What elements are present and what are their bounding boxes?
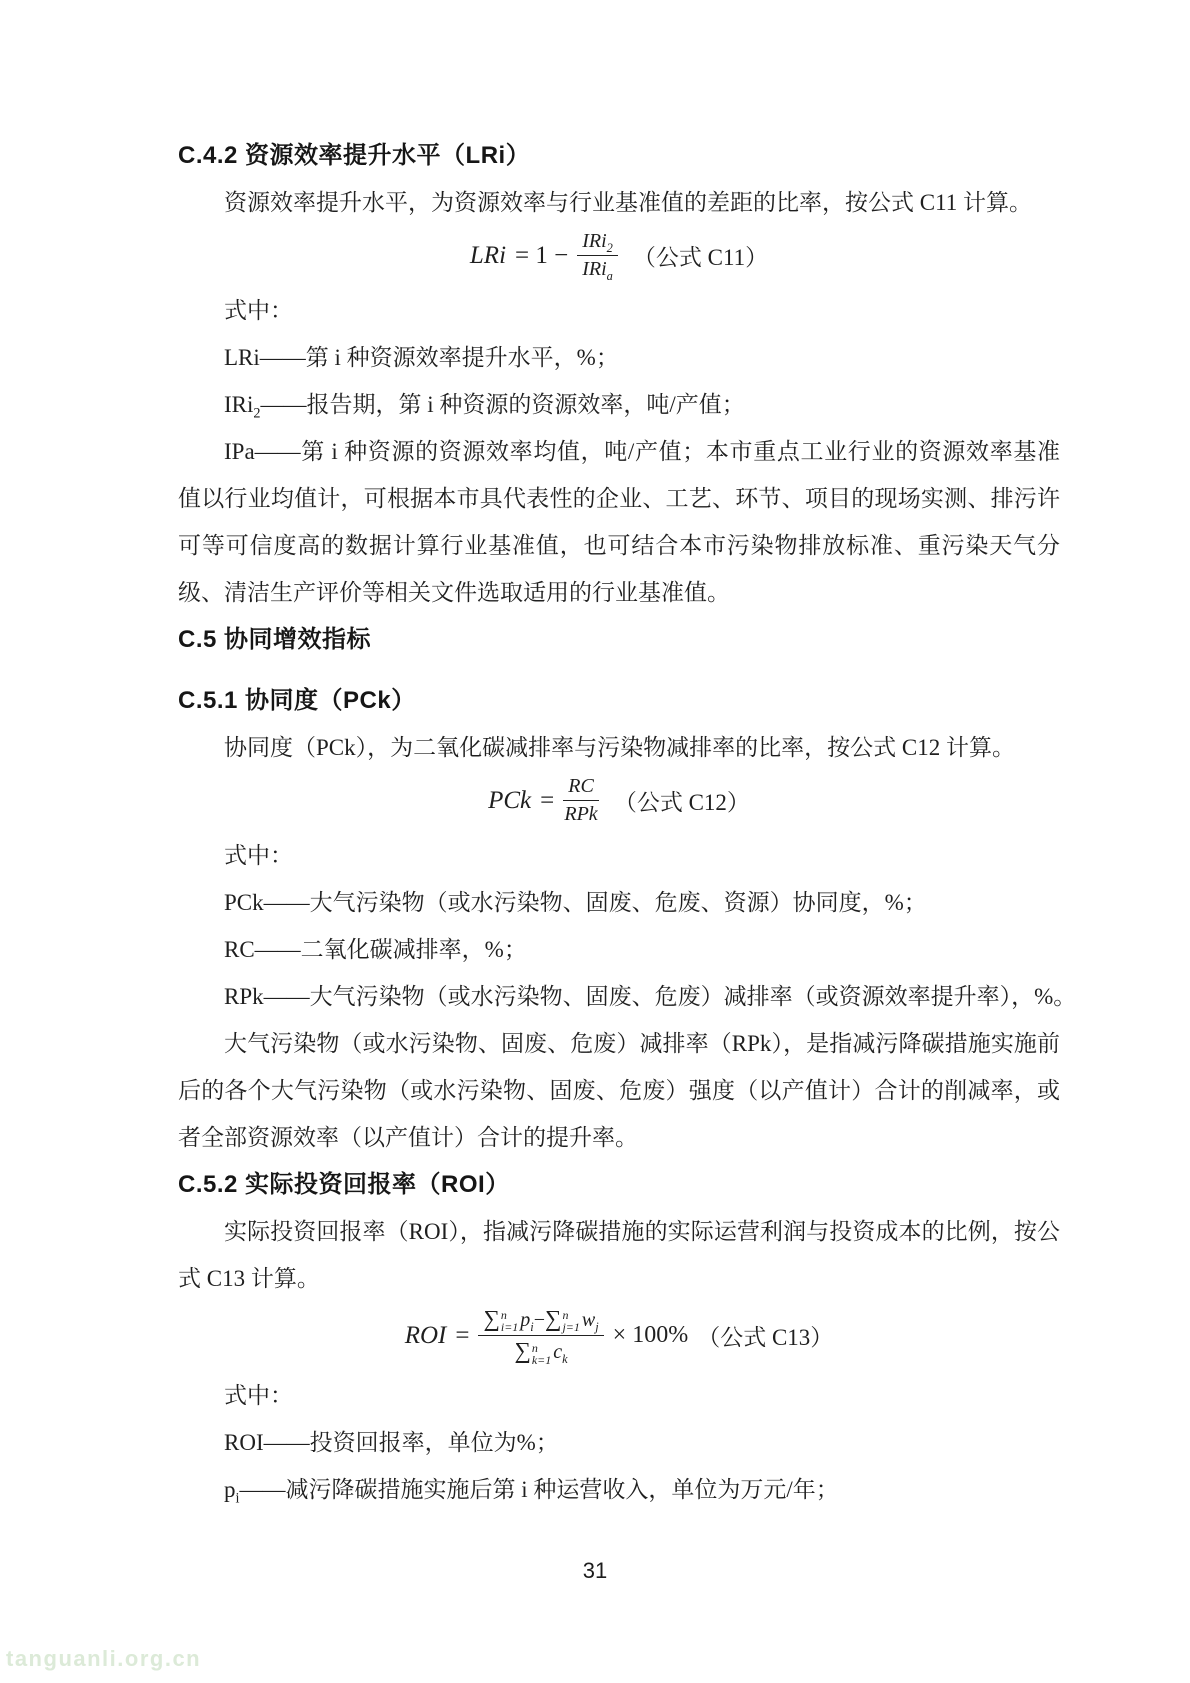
definition-ipa: IPa——第 i 种资源的资源效率均值，吨/产值；本市重点工业行业的资源效率基准值以行业均值计，可根据本市具代表性的企业、工艺、环节、项目的现场实测、排污许可等可信度高的数据计算行业基准值，也可结合本市污染物排放标准、重污染天气分级、清洁生产评价等相关文件选取适用的行业基准值。 [178,439,1060,605]
formula-c11-row [470,230,768,281]
formula-c11 [178,230,1060,281]
paragraph-c52-intro: 实际投资回报率（ROI），指减污降碳措施的实际运营利润与投资成本的比例，按公式 C13 计算。 [178,1219,1060,1291]
numerator-base: IRi [582,230,607,252]
term-subscript: j [595,1320,599,1334]
definition-symbol-subscript: i [235,1490,240,1507]
formula-c12-numerator: RC [563,775,599,801]
term-base: p [520,1309,531,1331]
definition-pi [178,1466,1060,1513]
formula-c11-fraction [577,230,618,281]
definition-text: ——减污降碳措施实施后第 i 种运营收入，单位为万元/年； [239,1476,839,1502]
sum-lower-limit: k=1 [531,1352,552,1367]
formula-c12-fraction [563,775,599,826]
term-base: c [553,1341,563,1364]
definition-pck: PCk——大气污染物（或水污染物、固废、危废、资源）协同度，%； [224,890,927,915]
paragraph-rpk-explanation: 大气污染物（或水污染物、固废、危废）减排率（RPk），是指减污降碳措施实施前后的各个大气污染物（或水污染物、固废、危废）强度（以产值计）合计的削减率，或者全部资源效率（以产值计）合计的提升率。 [178,1031,1060,1150]
where-label: 式中： [224,1382,293,1408]
sum-upper-limit: n [562,1308,569,1323]
sum-limits [532,1342,551,1366]
definition-iri2 [178,381,1060,428]
formula-c13-relation: = [455,1321,470,1349]
formula-c12-denominator: RPk [564,803,598,825]
section-heading-c52: C.5.2 实际投资回报率（ROI） [178,1171,510,1198]
formula-c12 [178,775,1060,826]
formula-c13-label: （公式 C13） [697,1325,834,1351]
formula-c11-numerator [577,230,618,256]
formula-c13-numerator [478,1306,603,1336]
sum-upper-limit: n [500,1308,507,1323]
definition-lri: LRi——第 i 种资源效率提升水平，%； [224,345,619,370]
sum-limits [501,1309,518,1333]
watermark: tanguanli.org.cn [6,1646,202,1671]
definition-rc: RC——二氧化碳减排率，%； [224,937,527,962]
denominator-subscript: a [606,269,613,283]
definition-symbol: p [224,1476,236,1502]
definition-symbol-subscript: 2 [253,405,261,422]
sum-operator: ∑ [545,1306,562,1331]
minus-sign: − [533,1309,546,1331]
sum-limits [562,1309,579,1333]
paragraph-c51-intro: 协同度（PCk），为二氧化碳减排率与污染物减排率的比率，按公式 C12 计算。 [224,735,1015,760]
definition-roi: ROI——投资回报率，单位为%； [224,1429,559,1455]
formula-c13-fraction [478,1306,603,1366]
formula-c11-denominator [582,256,613,281]
term-subscript: k [562,1352,568,1367]
where-label: 式中： [224,843,293,868]
formula-c13-denominator [514,1336,567,1365]
where-label: 式中： [224,298,293,323]
section-heading-c5: C.5 协同增效指标 [178,626,372,653]
formula-c11-relation: = 1 − [515,241,569,269]
formula-c12-lhs: PCk [488,786,532,814]
formula-c11-label: （公式 C11） [632,245,769,270]
document-page [178,132,1077,1513]
formula-c13-suffix: × 100% [612,1322,689,1349]
sum-operator: ∑ [514,1338,531,1364]
sum-lower-limit: j=1 [562,1320,580,1335]
sum-operator: ∑ [483,1306,500,1331]
definition-text: ——报告期，第 i 种资源的资源效率，吨/产值； [260,392,745,417]
page-number: 31 [582,1558,608,1583]
denominator-base: IRi [582,258,607,280]
numerator-subscript: 2 [606,241,613,255]
paragraph-c42-intro: 资源效率提升水平，为资源效率与行业基准值的差距的比率，按公式 C11 计算。 [224,190,1032,215]
formula-c11-lhs: LRi [469,241,507,269]
formula-c12-label: （公式 C12） [613,790,750,815]
formula-c13 [178,1306,1060,1366]
definition-rpk: RPk——大气污染物（或水污染物、固废、危废）减排率（或资源效率提升率），%。 [224,984,1077,1009]
definition-symbol: IRi [224,392,254,417]
section-heading-c42: C.4.2 资源效率提升水平（LRi） [178,142,531,169]
formula-c13-lhs: ROI [404,1321,447,1349]
formula-c13-row [405,1306,834,1366]
section-heading-c51: C.5.1 协同度（PCk） [178,687,416,714]
sum-upper-limit: n [531,1340,538,1355]
term-subscript: i [530,1320,534,1334]
sum-lower-limit: i=1 [500,1320,519,1335]
term-base: w [581,1309,596,1331]
formula-c12-row [488,775,750,826]
formula-c12-relation: = [540,786,555,814]
